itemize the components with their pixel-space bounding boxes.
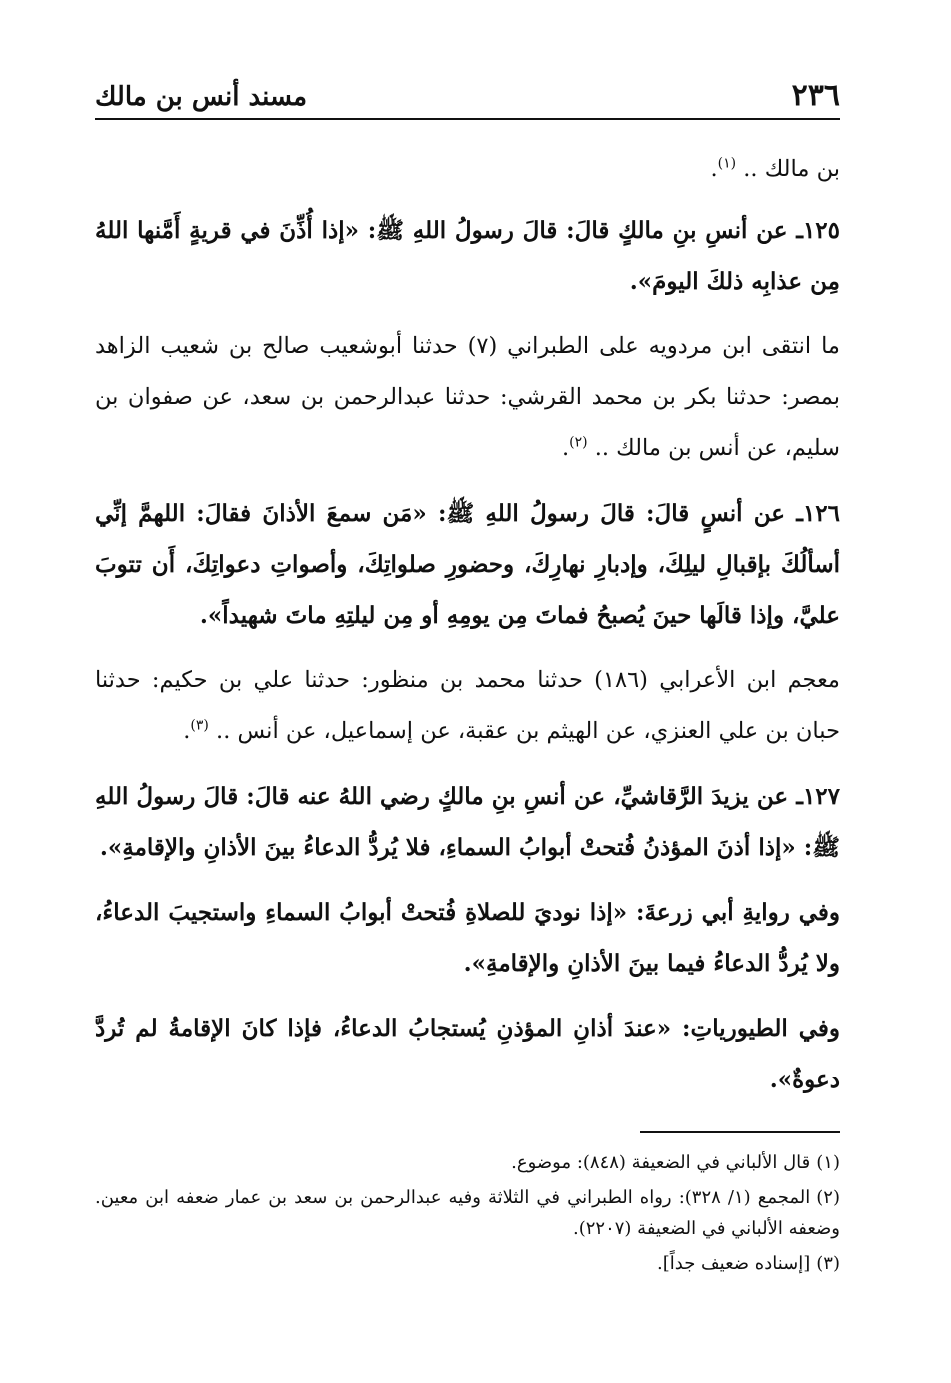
footnote-2: (٢)المجمع (١/ ٣٢٨): رواه الطبراني في الثلاثة وفيه عبدالرحمن بن سعد بن عمار ضعفه ابن معين. وضعفه الألباني في الضعيفة (٢٢٠٧). [95, 1187, 840, 1239]
book-title: مسند أنس بن مالك [95, 82, 308, 112]
narration-tuyuriyyat: وفي الطيورياتِ: «عندَ أذانِ المؤذنِ يُستجابُ الدعاءُ، فإذا كانَ الإقامةُ لم تُردَّ دعوةٌ». [95, 1015, 840, 1093]
hadith-127: ١٢٧ـ عن يزيدَ الرَّقاشيِّ، عن أنسِ بنِ مالكٍ رضي اللهُ عنه قالَ: قالَ رسولُ اللهِ ﷺ: «إذا أذنَ المؤذنُ فُتحتْ أبوابُ السماءِ، فلا يُردُّ الدعاءُ بينَ الأذانِ والإقامةِ». [95, 783, 840, 861]
book-page [95, 60, 840, 1283]
footnote-ref-3: (٣) [190, 717, 209, 734]
footnote-ref-2: (٢) [569, 434, 588, 451]
continued-isnad-line: بن مالك .. $^{(١)}$. [710, 155, 840, 182]
source-126: معجم ابن الأعرابي (١٨٦) حدثنا محمد بن منظور: حدثنا علي بن حكيم: حدثنا حبان بن علي العنزي، عن الهيثم بن عقبة، عن إسماعيل، عن أنس .. $^{(٣)}$. [95, 667, 840, 744]
footnote-ref-1: (١) [717, 155, 737, 172]
narration-abu-zurah: وفي روايةِ أبي زرعةَ: «إذا نوديَ للصلاةِ فُتحتْ أبوابُ السماءِ واستجيبَ الدعاءُ، ولا يُردُّ الدعاءُ فيما بينَ الأذانِ والإقامةِ». [95, 899, 840, 977]
page-number: ٢٣٦ [791, 78, 840, 113]
footnote-separator [640, 1131, 840, 1133]
running-head [95, 60, 840, 120]
footnote-3: (٣)[إسناده ضعيف جداً]. [657, 1253, 840, 1274]
hadith-126: ١٢٦ـ عن أنسٍ قالَ: قالَ رسولُ اللهِ ﷺ: «مَن سمعَ الأذانَ فقالَ: اللهمَّ إنِّي أسألُكَ بإقبالِ ليلِكَ، وإدبارِ نهارِكَ، وحضورِ صلواتِكَ، وأصواتِ دعواتِكَ، أَن تتوبَ عليَّ، وإذا قالَها حينَ يُصبحُ فماتَ مِن يومِهِ أو مِن ليلتِهِ ماتَ شهيداً». [95, 500, 840, 629]
footnotes [95, 1147, 840, 1279]
source-125: ما انتقى ابن مردويه على الطبراني (٧) حدثنا أبوشعيب صالح بن شعيب الزاهد بمصر: حدثنا بكر بن محمد القرشي: حدثنا عبدالرحمن بن سعد، عن صفوان بن سليم، عن أنس بن مالك .. $^{(٢)}$. [95, 333, 840, 461]
footnote-1: (١)قال الألباني في الضعيفة (٨٤٨): موضوع. [511, 1152, 840, 1173]
hadith-125: ١٢٥ـ عن أنسِ بنِ مالكٍ قالَ: قالَ رسولُ اللهِ ﷺ: «إذا أُذِّنَ في قريةٍ أَمَّنها اللهُ مِن عذابِه ذلكَ اليومَ». [95, 217, 840, 295]
page-body [95, 144, 840, 1105]
